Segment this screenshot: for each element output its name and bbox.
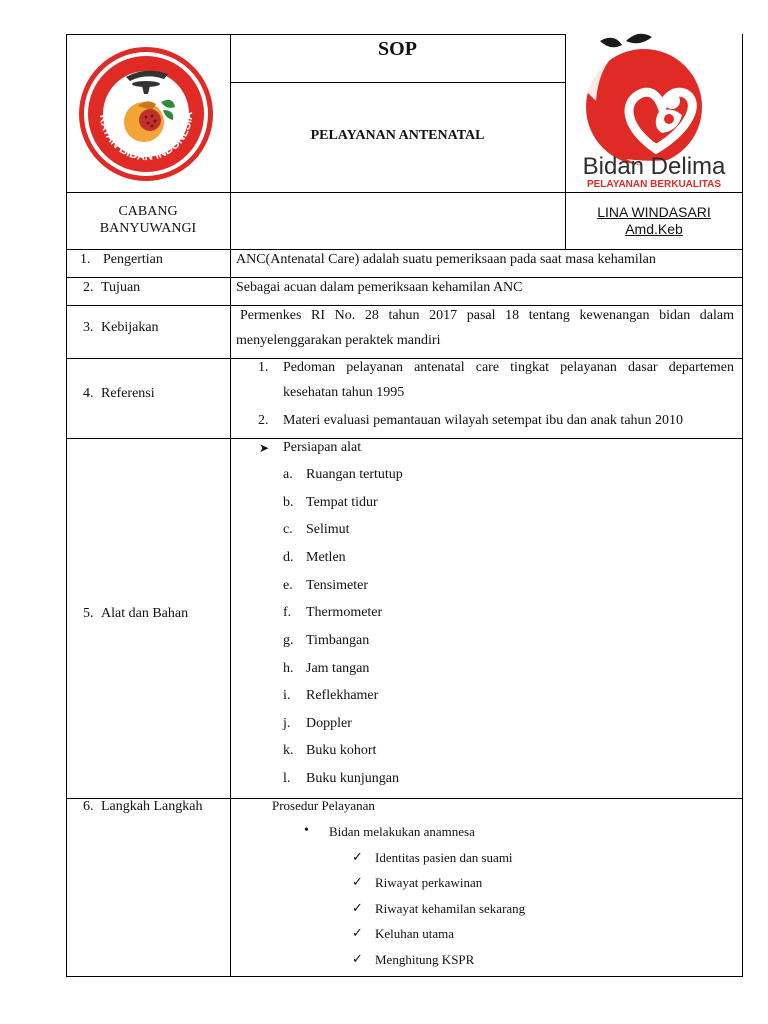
tujuan-label: Tujuan bbox=[101, 280, 141, 295]
langkah-heading: Prosedur Pelayanan bbox=[272, 798, 375, 813]
alat-item-text: Metlen bbox=[306, 550, 346, 565]
langkah-number: 6. bbox=[83, 799, 94, 814]
bullet-icon: • bbox=[304, 823, 309, 838]
alat-item-text: Doppler bbox=[306, 716, 352, 731]
referensi-item-number: 1. bbox=[258, 360, 269, 375]
page-subtitle: PELAYANAN ANTENATAL bbox=[310, 128, 485, 143]
table-border-left bbox=[66, 34, 67, 977]
branch-line-1: CABANG bbox=[118, 204, 178, 219]
referensi-item-line: kesehatan tahun 1995 bbox=[283, 385, 405, 400]
check-item-text: Keluhan utama bbox=[375, 926, 455, 941]
ikatan-bidan-indonesia-logo bbox=[76, 44, 216, 184]
alat-item-letter: b. bbox=[283, 495, 294, 510]
langkah-label: Langkah Langkah bbox=[101, 799, 203, 814]
svg-text:IKATAN BIDAN INDONESIA: KATAN BIDAN INDONESIA bbox=[96, 111, 196, 164]
bidan-delima-title: Bidan Delima bbox=[582, 153, 726, 180]
pengertian-number: 1. bbox=[80, 252, 91, 267]
checkmark-icon: ✓ bbox=[352, 925, 363, 940]
signer-title: Amd.Keb bbox=[625, 221, 683, 237]
checkmark-icon: ✓ bbox=[352, 951, 363, 966]
alat-item-text: Reflekhamer bbox=[306, 688, 379, 703]
alat-item-text: Ruangan tertutup bbox=[306, 467, 403, 482]
alat-item-letter: i. bbox=[283, 688, 291, 703]
alat-item-text: Buku kohort bbox=[306, 743, 377, 758]
alat-label: Alat dan Bahan bbox=[101, 606, 189, 621]
pengertian-label: Pengertian bbox=[103, 252, 163, 267]
signer-name: LINA WINDASARI bbox=[597, 204, 711, 220]
check-item-text: Riwayat perkawinan bbox=[375, 875, 483, 890]
branch-line-2: BANYUWANGI bbox=[99, 221, 197, 236]
alat-item-letter: j. bbox=[283, 716, 291, 731]
referensi-item-line: Materi evaluasi pemantauan wilayah setempat ibu dan anak tahun 2010 bbox=[283, 413, 684, 428]
alat-item-letter: h. bbox=[283, 661, 294, 676]
alat-item-letter: g. bbox=[283, 633, 294, 648]
alat-item-text: Thermometer bbox=[306, 605, 383, 620]
page-title: SOP bbox=[378, 38, 417, 60]
check-item-text: Menghitung KSPR bbox=[375, 952, 475, 967]
row-divider bbox=[66, 305, 743, 306]
checkmark-icon: ✓ bbox=[352, 900, 363, 915]
row-divider bbox=[66, 438, 743, 439]
title-divider bbox=[230, 82, 565, 83]
kebijakan-text-line-1: Permenkes RI No. 28 tahun 2017 pasal 18 tentang kewenangan bidan dalam bbox=[240, 308, 734, 323]
kebijakan-text-line-2: menyelenggarakan peraktek mandiri bbox=[236, 333, 441, 348]
alat-item-letter: l. bbox=[283, 771, 291, 786]
alat-item-text: Jam tangan bbox=[306, 661, 370, 676]
alat-item-text: Buku kunjungan bbox=[306, 771, 399, 786]
alat-item-text: Timbangan bbox=[306, 633, 370, 648]
arrow-bullet-icon: ➤ bbox=[259, 441, 270, 455]
alat-item-text: Tempat tidur bbox=[306, 495, 378, 510]
alat-number: 5. bbox=[83, 606, 94, 621]
table-border-right bbox=[742, 34, 743, 977]
kebijakan-label: Kebijakan bbox=[101, 320, 159, 335]
alat-item-letter: e. bbox=[283, 578, 293, 593]
alat-heading: Persiapan alat bbox=[283, 440, 362, 455]
row-divider bbox=[66, 277, 743, 278]
pengertian-text: ANC(Antenatal Care) adalah suatu pemeriksaan pada saat masa kehamilan bbox=[236, 252, 656, 267]
column-divider bbox=[230, 34, 231, 977]
referensi-label: Referensi bbox=[101, 386, 155, 401]
alat-item-letter: d. bbox=[283, 550, 294, 565]
bidan-delima-tagline: PELAYANAN BERKUALITAS bbox=[586, 179, 722, 190]
alat-item-letter: c. bbox=[283, 522, 293, 537]
tujuan-number: 2. bbox=[83, 280, 94, 295]
referensi-item-number: 2. bbox=[258, 413, 269, 428]
bidan-delima-logo bbox=[566, 31, 742, 191]
checkmark-icon: ✓ bbox=[352, 874, 363, 889]
check-item-text: Riwayat kehamilan sekarang bbox=[375, 901, 526, 916]
checkmark-icon: ✓ bbox=[352, 849, 363, 864]
header-divider bbox=[66, 192, 743, 193]
referensi-number: 4. bbox=[83, 386, 94, 401]
alat-item-text: Selimut bbox=[306, 522, 350, 537]
tujuan-text: Sebagai acuan dalam pemeriksaan kehamilan ANC bbox=[236, 280, 523, 295]
check-item-text: Identitas pasien dan suami bbox=[375, 850, 513, 865]
row-divider bbox=[66, 249, 743, 250]
referensi-item-line: Pedoman pelayanan antenatal care tingkat pelayanan dasar departemen bbox=[283, 360, 734, 375]
alat-item-letter: a. bbox=[283, 467, 293, 482]
table-border-bottom bbox=[66, 976, 743, 977]
kebijakan-number: 3. bbox=[83, 320, 94, 335]
alat-item-letter: k. bbox=[283, 743, 294, 758]
row-divider bbox=[66, 358, 743, 359]
alat-item-text: Tensimeter bbox=[306, 578, 368, 593]
langkah-bullet-text: Bidan melakukan anamnesa bbox=[329, 824, 475, 839]
alat-item-letter: f. bbox=[283, 605, 292, 620]
